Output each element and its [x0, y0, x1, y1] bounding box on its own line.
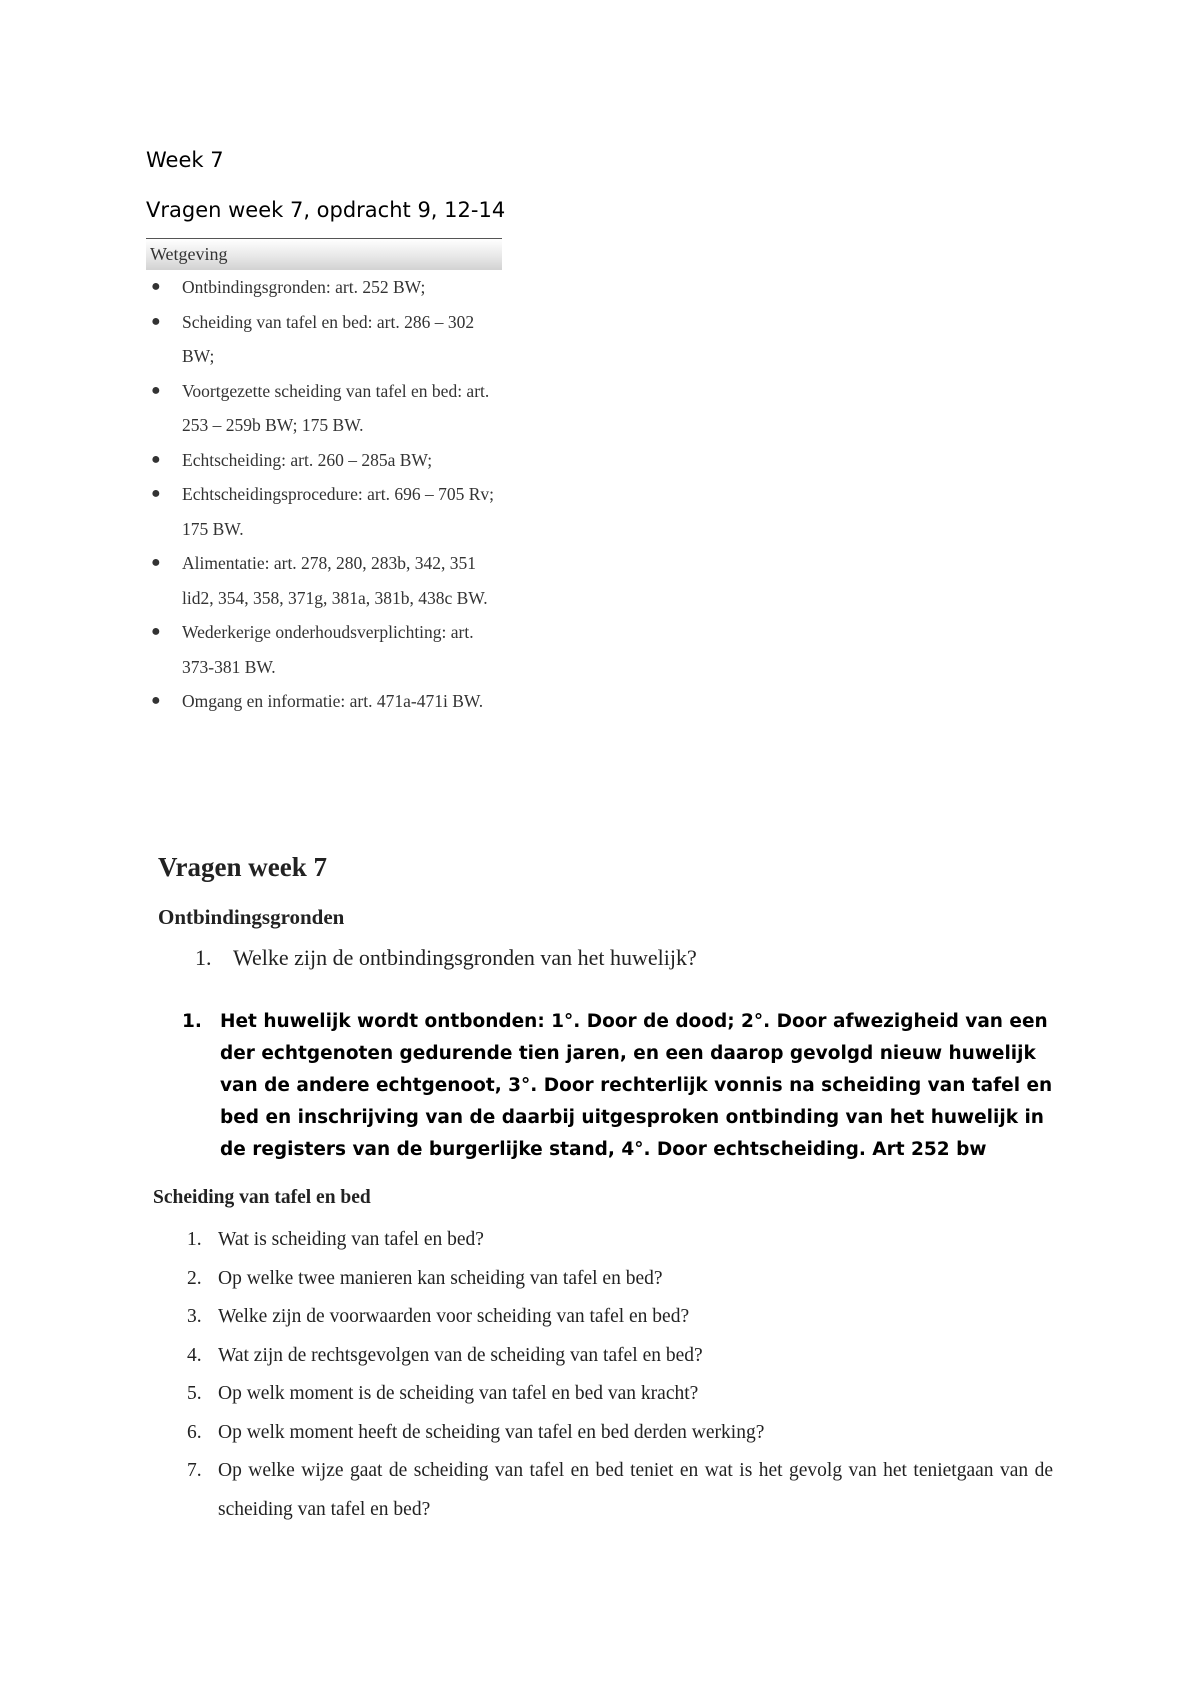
section-heading-ontbindingsgronden: Ontbindingsgronden — [158, 905, 345, 929]
wetgeving-item: ● Wederkerige onderhoudsverplichting: art. 373-381 BW. — [146, 615, 502, 684]
bullet-icon: ● — [151, 692, 161, 709]
list-item: 5. Op welk moment is de scheiding van tafel en bed van kracht? — [187, 1383, 699, 1404]
answer-ontbindingsgronden — [182, 1006, 1062, 1166]
wetgeving-item: ● Omgang en informatie: art. 471a-471i BW. — [146, 684, 502, 719]
wetgeving-box — [146, 238, 502, 719]
list-item: 6. Op welk moment heeft de scheiding van tafel en bed derden werking? — [187, 1421, 765, 1443]
section-heading-scheiding: Scheiding van tafel en bed — [153, 1187, 371, 1208]
bullet-icon: ● — [151, 312, 161, 330]
vragen-heading: Vragen week 7 — [158, 852, 327, 882]
question-number: 1. — [195, 945, 212, 970]
bullet-icon: ● — [151, 554, 161, 571]
wetgeving-item: ● Alimentatie: art. 278, 280, 283b, 342, 351 lid2, 354, 358, 371g, 381a, 381b, 438c BW. — [146, 546, 502, 615]
list-item: 7. Op welke wijze gaat de scheiding van tafel en bed teniet en wat is het gevolg van het tenietgaan van de scheiding van tafel en bed? — [187, 1460, 1053, 1520]
bullet-icon: ● — [151, 381, 161, 399]
question-text: Welke zijn de ontbindingsgronden van het huwelijk? — [233, 945, 697, 970]
wetgeving-item: ● Scheiding van tafel en bed: art. 286 – 302 BW; — [146, 305, 502, 374]
question-ontbindingsgronden — [195, 942, 697, 974]
answer-number: 1. — [182, 1011, 202, 1032]
week-title: Week 7 — [146, 148, 224, 172]
list-item: 4. Wat zijn de rechtsgevolgen van de scheiding van tafel en bed? — [187, 1344, 703, 1366]
bullet-icon: ● — [151, 623, 161, 640]
wetgeving-item: ● Voortgezette scheiding van tafel en bed: art. 253 – 259b BW; 175 BW. — [146, 374, 502, 443]
wetgeving-item: ● Echtscheiding: art. 260 – 285a BW; — [146, 443, 502, 478]
answer-text: Het huwelijk wordt ontbonden: 1°. Door de dood; 2°. Door afwezigheid van een der echtgenoten gedurende tien jaren, en een daarop gevolgd nieuw huwelijk van de andere echtgenoot, 3°. Door rechterlijk vonnis na scheiding van tafel en bed en inschrijving van de daarbij uitgesproken ontbinding van het huwelijk in de registers van de burgerlijke stand, 4°. Door echtscheiding. Art 252 bw — [220, 1011, 1053, 1160]
assignment-title: Vragen week 7, opdracht 9, 12-14 — [146, 198, 506, 222]
list-item: 3. Welke zijn de voorwaarden voor scheiding van tafel en bed? — [187, 1306, 690, 1327]
wetgeving-item: ● Echtscheidingsprocedure: art. 696 – 705 Rv; 175 BW. — [146, 477, 502, 546]
bullet-icon: ● — [151, 450, 161, 468]
list-item: 1. Wat is scheiding van tafel en bed? — [187, 1229, 484, 1250]
wetgeving-list — [146, 270, 502, 719]
scheiding-question-list — [187, 1221, 1053, 1529]
wetgeving-title: Wetgeving — [146, 238, 502, 270]
bullet-icon: ● — [151, 485, 161, 502]
bullet-icon: ● — [151, 278, 161, 295]
wetgeving-item: ● Ontbindingsgronden: art. 252 BW; — [146, 270, 502, 305]
list-item: 2. Op welke twee manieren kan scheiding van tafel en bed? — [187, 1267, 663, 1289]
